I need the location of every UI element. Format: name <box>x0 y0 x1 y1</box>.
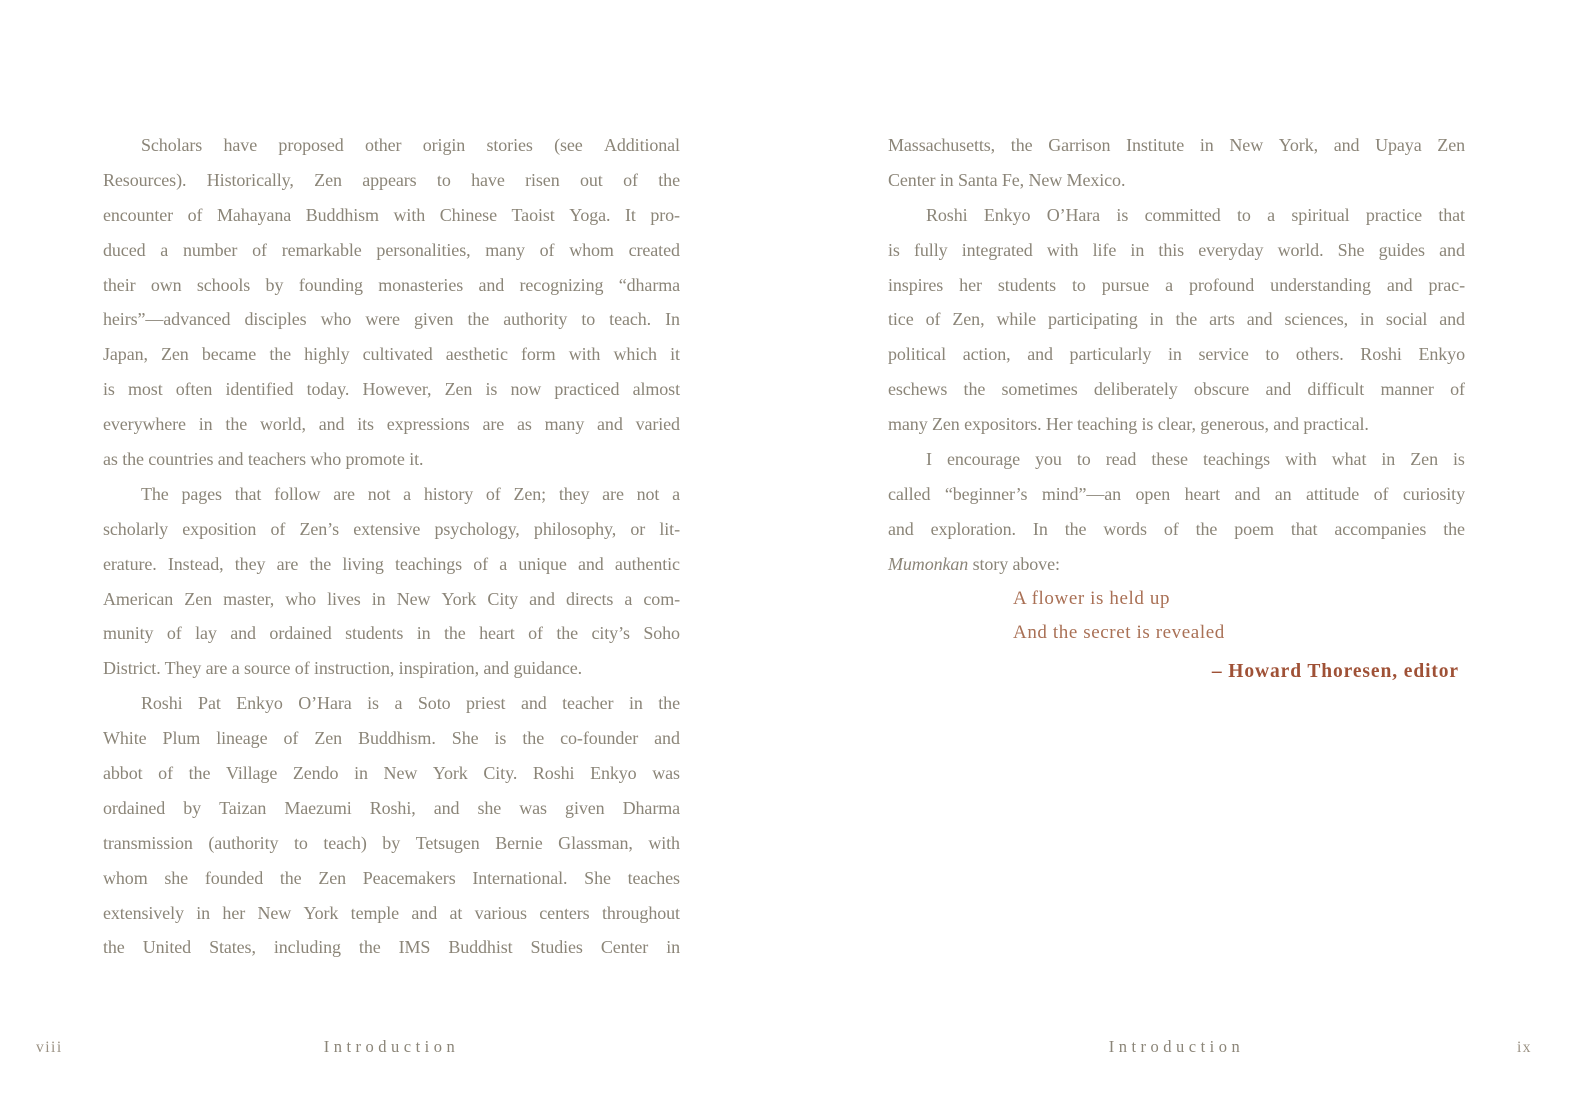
text-line: transmission (authority to teach) by Tetsugen Bernie Glassman, with <box>103 832 680 853</box>
text-line: many Zen expositors. Her teaching is clear, generous, and practical. <box>888 414 1369 435</box>
text-line: tice of Zen, while participating in the arts and sciences, in social and <box>888 309 1465 330</box>
text-line: eschews the sometimes deliberately obscure and difficult manner of <box>888 379 1465 400</box>
text-line: Resources). Historically, Zen appears to have risen out of the <box>103 169 680 190</box>
text-line: and exploration. In the words of the poem that accompanies the <box>888 518 1465 539</box>
text-line: scholarly exposition of Zen’s extensive psychology, philosophy, or lit- <box>103 518 680 539</box>
poem-line: And the secret is revealed <box>1013 621 1225 643</box>
text-line: abbot of the Village Zendo in New York City. Roshi Enkyo was <box>103 763 680 784</box>
text-line: encounter of Mahayana Buddhism with Chinese Taoist Yoga. It pro- <box>103 204 680 225</box>
left-running-title: Introduction <box>323 1037 460 1056</box>
text-line: extensively in her New York temple and at various centers throughout <box>103 902 680 923</box>
text-line: is most often identified today. However, Zen is now practiced almost <box>103 379 680 400</box>
text-line: is fully integrated with life in this everyday world. She guides and <box>888 239 1465 260</box>
text-line: inspires her students to pursue a profound understanding and prac- <box>888 274 1465 295</box>
text-line: I encourage you to read these teachings with what in Zen is <box>926 449 1465 470</box>
text-line: American Zen master, who lives in New York City and directs a com- <box>103 588 680 609</box>
editor-signature: – Howard Thoresen, editor <box>1211 660 1459 682</box>
text-line: ordained by Taizan Maezumi Roshi, and she was given Dharma <box>103 797 680 818</box>
right-page-number: ix <box>1516 1039 1532 1056</box>
text-line: The pages that follow are not a history of Zen; they are not a <box>141 483 680 504</box>
text-line: heirs”—advanced disciples who were given the authority to teach. In <box>103 309 680 330</box>
text-line: District. They are a source of instruction, inspiration, and guidance. <box>103 658 583 679</box>
text-line: Scholars have proposed other origin stories (see Additional <box>141 135 680 155</box>
text-line: political action, and particularly in service to others. Roshi Enkyo <box>888 344 1465 365</box>
right-page-text <box>888 128 1465 687</box>
text-line: Center in Santa Fe, New Mexico. <box>888 169 1126 190</box>
text-line: White Plum lineage of Zen Buddhism. She is the co-founder and <box>103 728 680 749</box>
poem <box>888 582 1465 650</box>
text-line: munity of lay and ordained students in the heart of the city’s Soho <box>103 623 680 644</box>
text-line: as the countries and teachers who promote it. <box>103 449 424 470</box>
right-page-paragraphs <box>888 128 1465 582</box>
text-line: Mumonkan story above: <box>888 553 1060 574</box>
text-line: Roshi Enkyo O’Hara is committed to a spiritual practice that <box>926 204 1465 225</box>
text-line: erature. Instead, they are the living teachings of a unique and authentic <box>103 553 680 574</box>
text-line: Japan, Zen became the highly cultivated aesthetic form with which it <box>103 344 680 365</box>
text-line: the United States, including the IMS Buddhist Studies Center in <box>103 937 680 958</box>
text-line: everywhere in the world, and its expressions are as many and varied <box>103 414 680 435</box>
poem-line: A flower is held up <box>1013 587 1171 609</box>
left-page-text <box>103 128 680 965</box>
text-line: Roshi Pat Enkyo O’Hara is a Soto priest and teacher in the <box>141 693 680 714</box>
text-line: called “beginner’s mind”—an open heart and an attitude of curiosity <box>888 483 1465 504</box>
right-running-title: Introduction <box>1108 1037 1245 1056</box>
text-line: duced a number of remarkable personalities, many of whom created <box>103 239 680 260</box>
left-page-number: viii <box>36 1039 63 1056</box>
text-line: their own schools by founding monasteries and recognizing “dharma <box>103 274 680 295</box>
text-line: Massachusetts, the Garrison Institute in New York, and Upaya Zen <box>888 135 1465 155</box>
text-line: whom she founded the Zen Peacemakers International. She teaches <box>103 867 680 888</box>
